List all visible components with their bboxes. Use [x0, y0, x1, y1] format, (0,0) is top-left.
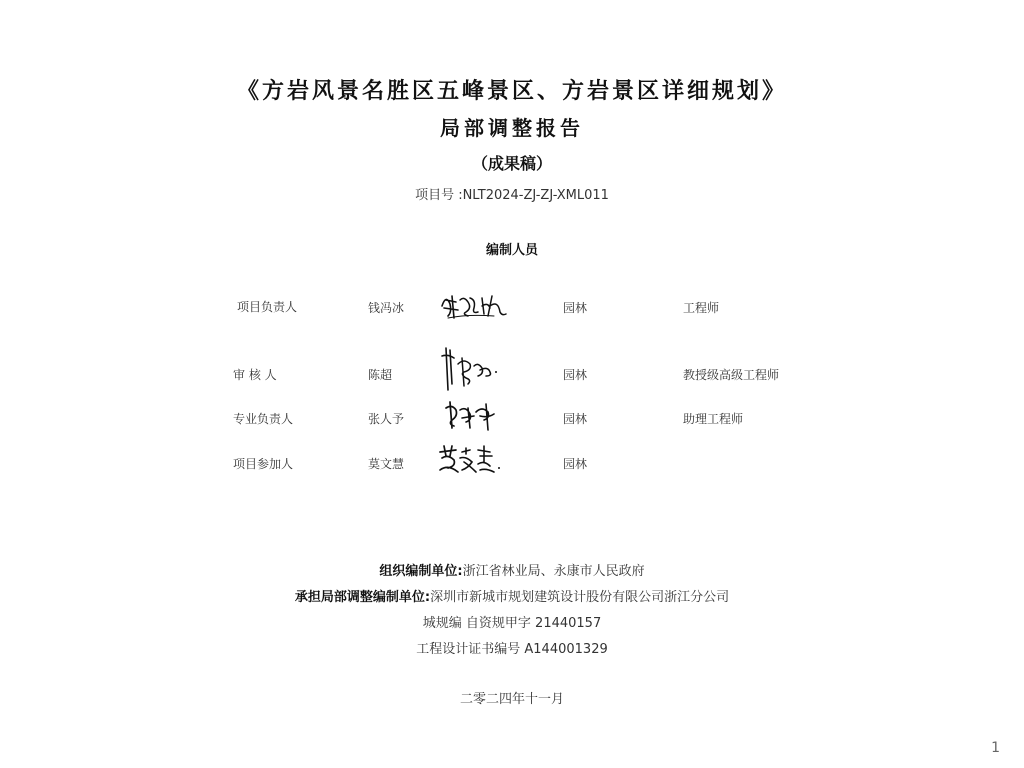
adjuster-unit-value: 深圳市新城市规划建筑设计股份有限公司浙江分公司: [430, 590, 730, 605]
staff-heading: 编制人员: [485, 243, 538, 258]
staff-name: 陈超: [368, 368, 393, 382]
signature-mo: [436, 442, 504, 476]
staff-title: 教授级高级工程师: [683, 368, 780, 382]
staff-title: 工程师: [683, 301, 720, 315]
document-date: 二零二四年十一月: [459, 692, 564, 707]
signature-qian: [438, 288, 510, 322]
signature-zhang: [442, 398, 498, 432]
compiler-unit: [0, 560, 1024, 579]
staff-specialty: 园林: [563, 368, 588, 382]
document-title-line2: 局部调整报告: [440, 116, 584, 140]
document-title: 《方岩风景名胜区五峰景区、方岩景区详细规划》: [236, 78, 787, 104]
staff-title: 助理工程师: [683, 412, 744, 426]
signature-chen: [440, 344, 504, 394]
staff-name: 张人予: [368, 412, 405, 426]
adjuster-unit-label: 承担局部调整编制单位:: [294, 590, 431, 605]
compiler-unit-value: 浙江省林业局、永康市人民政府: [462, 564, 645, 579]
project-number: 项目号 :NLT2024-ZJ-ZJ-XML011: [415, 188, 609, 203]
staff-role: 项目参加人: [233, 457, 294, 471]
staff-role: 审 核 人: [233, 368, 277, 382]
page-number: 1: [991, 740, 1000, 756]
planning-license: 城规编 自资规甲字 21440157: [422, 616, 602, 631]
staff-specialty: 园林: [563, 412, 588, 426]
staff-name: 莫文慧: [368, 457, 405, 471]
staff-specialty: 园林: [563, 301, 588, 315]
staff-role: 项目负责人: [237, 300, 298, 314]
design-certificate: 工程设计证书编号 A144001329: [416, 642, 608, 657]
staff-name: 钱冯冰: [368, 301, 405, 315]
staff-specialty: 园林: [563, 457, 588, 471]
compiler-unit-label: 组织编制单位:: [379, 564, 463, 579]
adjuster-unit: [0, 586, 1024, 605]
document-subtitle: （成果稿）: [471, 154, 552, 173]
staff-role: 专业负责人: [233, 412, 294, 426]
